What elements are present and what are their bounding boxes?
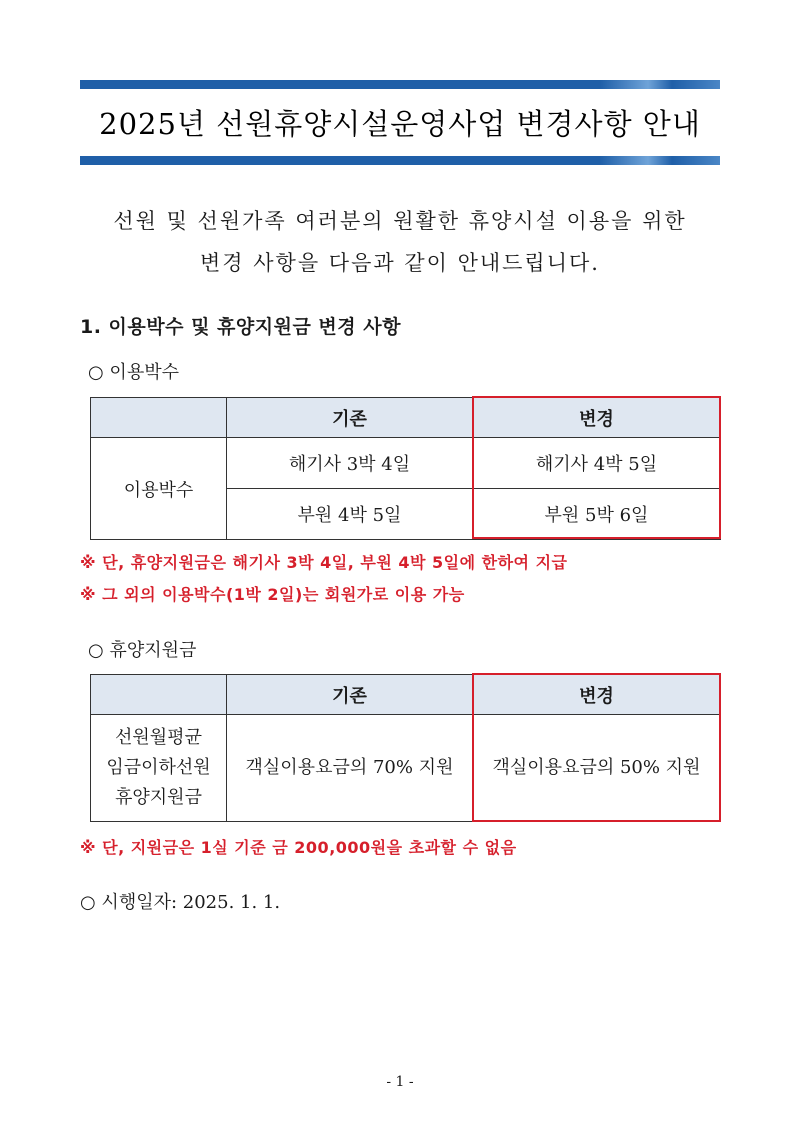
row-label-line: 휴양지원금	[115, 787, 202, 808]
stay-nights-table	[90, 397, 721, 540]
table-header-row	[91, 398, 721, 438]
row-label-cell: 이용박수	[91, 438, 227, 540]
table-cell: 객실이용요금의 70% 지원	[227, 715, 473, 822]
table-cell: 부원 4박 5일	[227, 489, 473, 540]
table-cell: 객실이용요금의 50% 지원	[473, 715, 721, 822]
row-label-line: 선원월평균	[115, 727, 202, 748]
intro-paragraph	[80, 200, 720, 284]
subsidy-table	[90, 674, 721, 822]
table-cell: 해기사 3박 4일	[227, 438, 473, 489]
table-cell: 해기사 4박 5일	[473, 438, 721, 489]
row-label-line: 임금이하선원	[106, 757, 211, 778]
row-label-cell	[91, 715, 227, 822]
table-cell: 부원 5박 6일	[473, 489, 721, 540]
header-cell-after: 변경	[473, 675, 721, 715]
title-top-rule	[80, 80, 720, 89]
title-bottom-rule	[80, 156, 720, 165]
document-title: 2025년 선원휴양시설운영사업 변경사항 안내	[99, 107, 701, 141]
subsidy-note: ※ 단, 지원금은 1실 기준 금 200,000원을 초과할 수 없음	[80, 838, 517, 857]
page-number: - 1 -	[386, 1074, 414, 1090]
header-cell-before: 기존	[227, 675, 473, 715]
subsidy-heading: ○ 휴양지원금	[88, 640, 197, 661]
effective-date: ○ 시행일자: 2025. 1. 1.	[80, 892, 281, 913]
table-row	[91, 438, 721, 489]
intro-line-1: 선원 및 선원가족 여러분의 원활한 휴양시설 이용을 위한	[113, 209, 687, 233]
stay-nights-heading: ○ 이용박수	[88, 362, 179, 383]
stay-note-1: ※ 단, 휴양지원금은 해기사 3박 4일, 부원 4박 5일에 한하여 지급	[80, 553, 568, 572]
stay-note-2: ※ 그 외의 이용박수(1박 2일)는 회원가로 이용 가능	[80, 585, 465, 604]
header-corner-cell	[91, 398, 227, 438]
section-1-heading: 1. 이용박수 및 휴양지원금 변경 사항	[80, 316, 401, 338]
table-row	[91, 715, 721, 822]
header-cell-after: 변경	[473, 398, 721, 438]
header-corner-cell	[91, 675, 227, 715]
table-header-row	[91, 675, 721, 715]
intro-line-2: 변경 사항을 다음과 같이 안내드립니다.	[200, 251, 600, 275]
header-cell-before: 기존	[227, 398, 473, 438]
